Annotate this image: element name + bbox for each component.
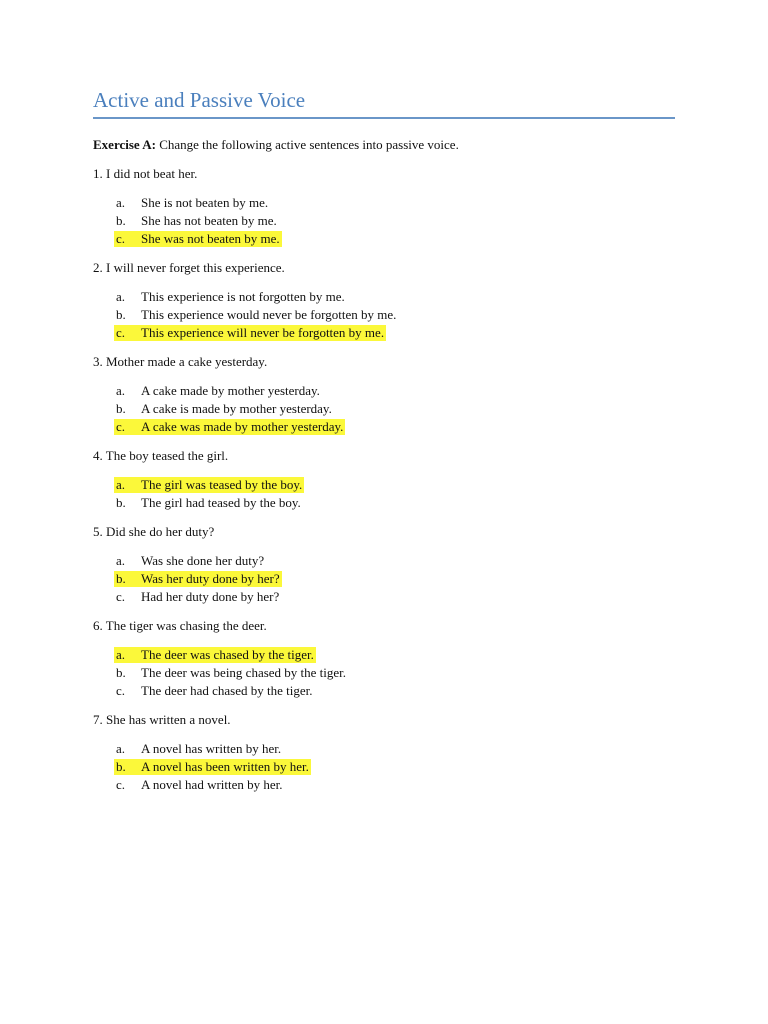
option-text: The girl was teased by the boy. xyxy=(141,477,303,492)
option-c xyxy=(93,588,683,606)
question-text: 4. The boy teased the girl. xyxy=(93,448,229,463)
question-3 xyxy=(93,353,683,436)
option-text: A cake was made by mother yesterday. xyxy=(141,419,344,434)
option-letter: c. xyxy=(116,777,126,792)
option-c xyxy=(93,324,683,342)
option-letter: a. xyxy=(116,741,126,756)
title-underline xyxy=(93,117,675,119)
option-body xyxy=(114,195,270,211)
option-list xyxy=(93,552,683,606)
option-body xyxy=(114,777,285,793)
option-letter: a. xyxy=(116,383,126,398)
option-a xyxy=(93,740,683,758)
question-text: 1. I did not beat her. xyxy=(93,166,198,181)
option-text: Had her duty done by her? xyxy=(141,589,280,604)
option-body xyxy=(114,419,345,435)
question-2 xyxy=(93,259,683,342)
question-1 xyxy=(93,165,683,248)
option-body xyxy=(114,589,281,605)
option-body xyxy=(114,383,322,399)
option-body xyxy=(114,553,266,569)
option-letter: a. xyxy=(116,195,126,210)
option-letter: b. xyxy=(116,665,126,680)
option-list xyxy=(93,646,683,700)
question-7 xyxy=(93,711,683,794)
option-letter: b. xyxy=(116,495,126,510)
question-list xyxy=(93,165,683,805)
option-body xyxy=(114,495,303,511)
option-c xyxy=(93,682,683,700)
option-body xyxy=(114,307,398,323)
option-b xyxy=(93,306,683,324)
option-text: A novel has been written by her. xyxy=(141,759,309,774)
option-b xyxy=(93,664,683,682)
option-b xyxy=(93,758,683,776)
option-body xyxy=(114,477,304,493)
option-b xyxy=(93,400,683,418)
option-letter: b. xyxy=(116,401,126,416)
option-text: The deer had chased by the tiger. xyxy=(141,683,313,698)
question-text: 7. She has written a novel. xyxy=(93,712,231,727)
option-letter: c. xyxy=(116,683,126,698)
option-body xyxy=(114,647,316,663)
option-text: Was her duty done by her? xyxy=(141,571,280,586)
option-text: A novel had written by her. xyxy=(141,777,283,792)
question-text: 2. I will never forget this experience. xyxy=(93,260,285,275)
option-body xyxy=(114,213,279,229)
option-text: The deer was being chased by the tiger. xyxy=(141,665,347,680)
option-body xyxy=(114,325,386,341)
option-letter: a. xyxy=(116,289,126,304)
option-body xyxy=(114,571,282,587)
option-body xyxy=(114,683,314,699)
option-list xyxy=(93,476,683,512)
option-text: She was not beaten by me. xyxy=(141,231,280,246)
exercise-label: Exercise A: xyxy=(93,137,156,152)
question-6 xyxy=(93,617,683,700)
option-letter: b. xyxy=(116,571,126,586)
option-a xyxy=(93,382,683,400)
question-4 xyxy=(93,447,683,512)
option-list xyxy=(93,194,683,248)
option-letter: c. xyxy=(116,231,126,246)
option-letter: b. xyxy=(116,759,126,774)
option-text: The deer was chased by the tiger. xyxy=(141,647,314,662)
option-letter: b. xyxy=(116,213,126,228)
question-text: 5. Did she do her duty? xyxy=(93,524,215,539)
option-text: A novel has written by her. xyxy=(141,741,282,756)
option-a xyxy=(93,552,683,570)
option-text: This experience will never be forgotten by me. xyxy=(141,325,385,340)
option-c xyxy=(93,776,683,794)
option-body xyxy=(114,759,311,775)
option-text: This experience is not forgotten by me. xyxy=(141,289,345,304)
option-letter: a. xyxy=(116,553,126,568)
option-a xyxy=(93,288,683,306)
option-text: A cake is made by mother yesterday. xyxy=(141,401,332,416)
question-text: 3. Mother made a cake yesterday. xyxy=(93,354,268,369)
option-b xyxy=(93,494,683,512)
option-a xyxy=(93,194,683,212)
option-b xyxy=(93,570,683,588)
option-letter: b. xyxy=(116,307,126,322)
question-text: 6. The tiger was chasing the deer. xyxy=(93,618,267,633)
option-a xyxy=(93,646,683,664)
option-text: This experience would never be forgotten by me. xyxy=(141,307,397,322)
option-letter: c. xyxy=(116,419,126,434)
exercise-instruction-text: Change the following active sentences into passive voice. xyxy=(155,137,459,152)
question-5 xyxy=(93,523,683,606)
option-c xyxy=(93,418,683,436)
option-text: She is not beaten by me. xyxy=(141,195,269,210)
option-body xyxy=(114,401,334,417)
option-c xyxy=(93,230,683,248)
option-list xyxy=(93,288,683,342)
option-body xyxy=(114,289,347,305)
exercise-instructions xyxy=(93,136,459,154)
document-title: Active and Passive Voice xyxy=(93,88,306,112)
option-text: Was she done her duty? xyxy=(141,553,265,568)
option-letter: c. xyxy=(116,325,126,340)
option-letter: a. xyxy=(116,477,126,492)
option-text: A cake made by mother yesterday. xyxy=(141,383,320,398)
option-body xyxy=(114,231,282,247)
option-a xyxy=(93,476,683,494)
option-letter: c. xyxy=(116,589,126,604)
option-letter: a. xyxy=(116,647,126,662)
option-text: The girl had teased by the boy. xyxy=(141,495,301,510)
option-body xyxy=(114,741,283,757)
option-list xyxy=(93,740,683,794)
option-list xyxy=(93,382,683,436)
option-body xyxy=(114,665,348,681)
option-text: She has not beaten by me. xyxy=(141,213,277,228)
option-b xyxy=(93,212,683,230)
